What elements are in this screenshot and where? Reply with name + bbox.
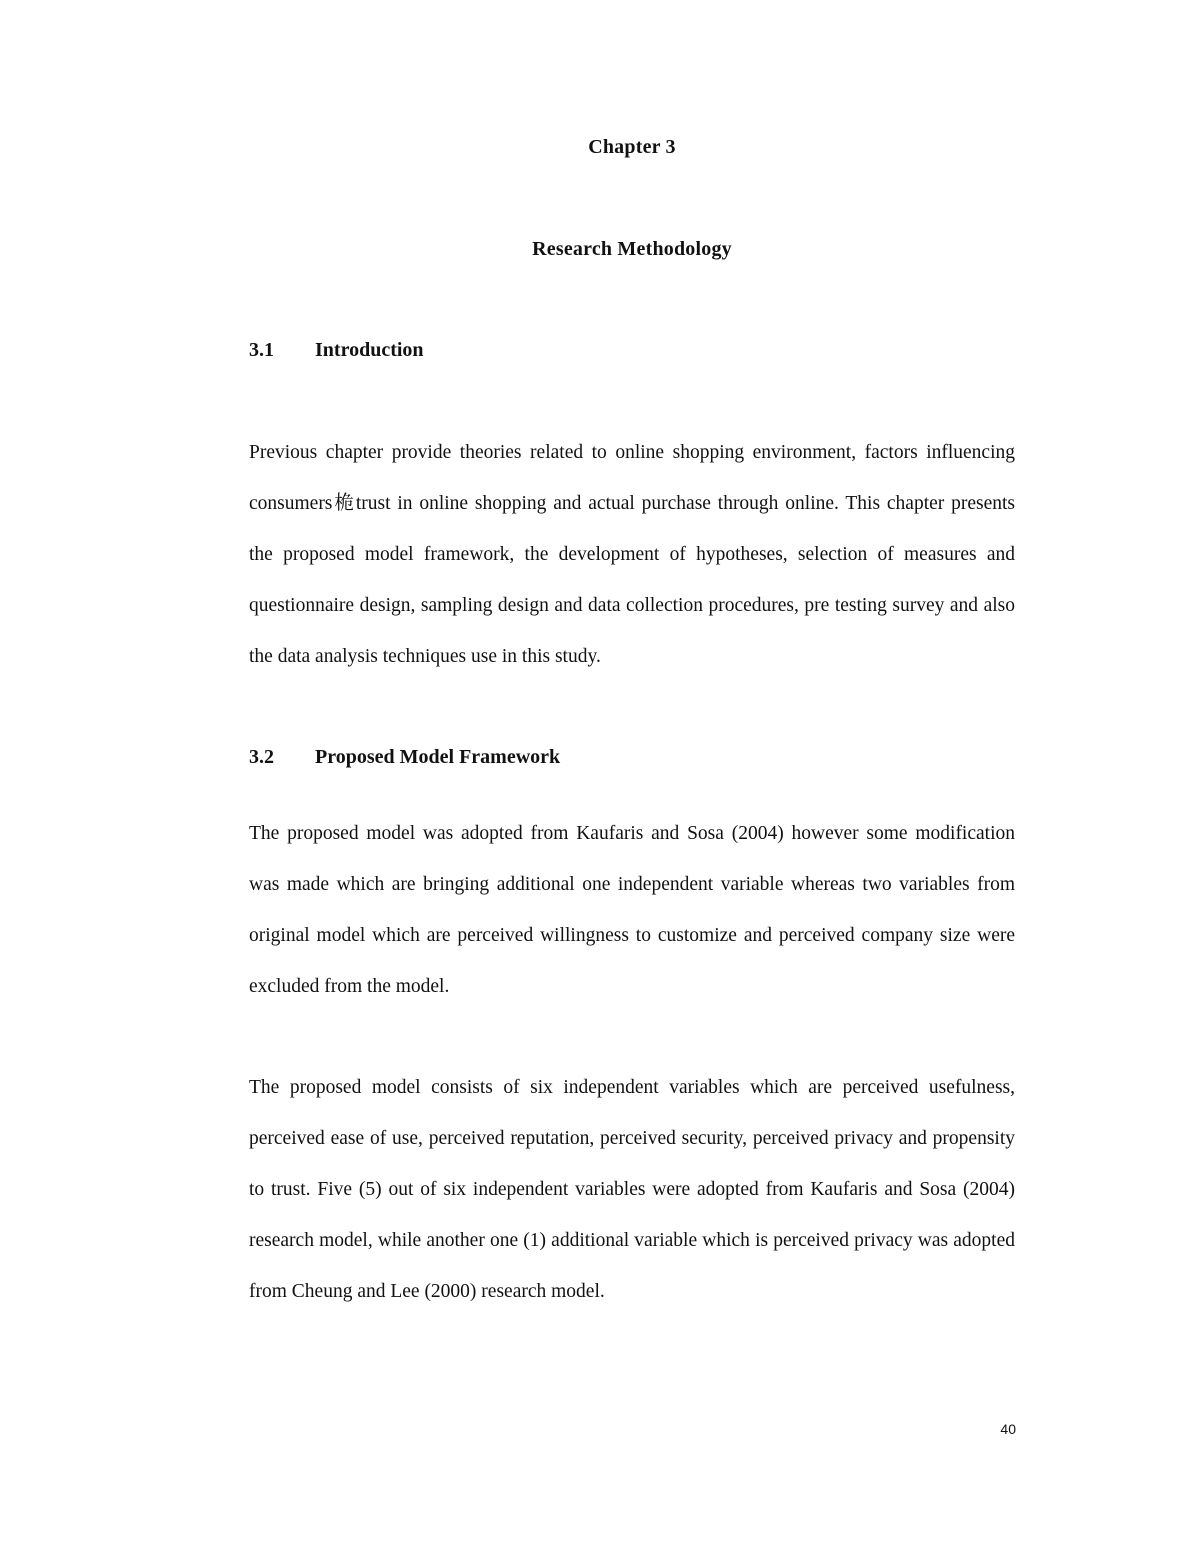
section-heading-proposed-model-framework bbox=[249, 744, 560, 770]
chapter-label: Chapter 3 bbox=[588, 136, 676, 158]
section-title: Introduction bbox=[315, 339, 424, 361]
section-number: 3.1 bbox=[249, 339, 274, 361]
model-framework-paragraph-1: The proposed model was adopted from Kaufaris and Sosa (2004) however some modification was made which are bringing additional one independent variable whereas two variables from original model which are perceived willingness to customize and perceived company size were excluded from the model. bbox=[249, 823, 1015, 997]
section-title: Proposed Model Framework bbox=[315, 746, 561, 768]
section-heading-introduction bbox=[249, 337, 424, 363]
model-framework-paragraph-2: The proposed model consists of six independent variables which are perceived usefulness, perceived ease of use, perceived reputation, perceived security, perceived privacy and propensity to trust. Five (5) out of six independent variables were adopted from Kaufaris and Sosa (2004) research model, while another one (1) additional variable which is perceived privacy was adopted from Cheung and Lee (2000) research model. bbox=[249, 1077, 1015, 1302]
introduction-paragraph: Previous chapter provide theories related to online shopping environment, factors influencing consumers桅trust in online shopping and actual purchase through online. This chapter presents the proposed model framework, the development of hypotheses, selection of measures and questionnaire design, sampling design and data collection procedures, pre testing survey and also the data analysis techniques use in this study. bbox=[249, 442, 1015, 667]
chapter-title: Research Methodology bbox=[532, 238, 732, 260]
page-number: 40 bbox=[1000, 1421, 1016, 1437]
section-number: 3.2 bbox=[249, 746, 274, 768]
